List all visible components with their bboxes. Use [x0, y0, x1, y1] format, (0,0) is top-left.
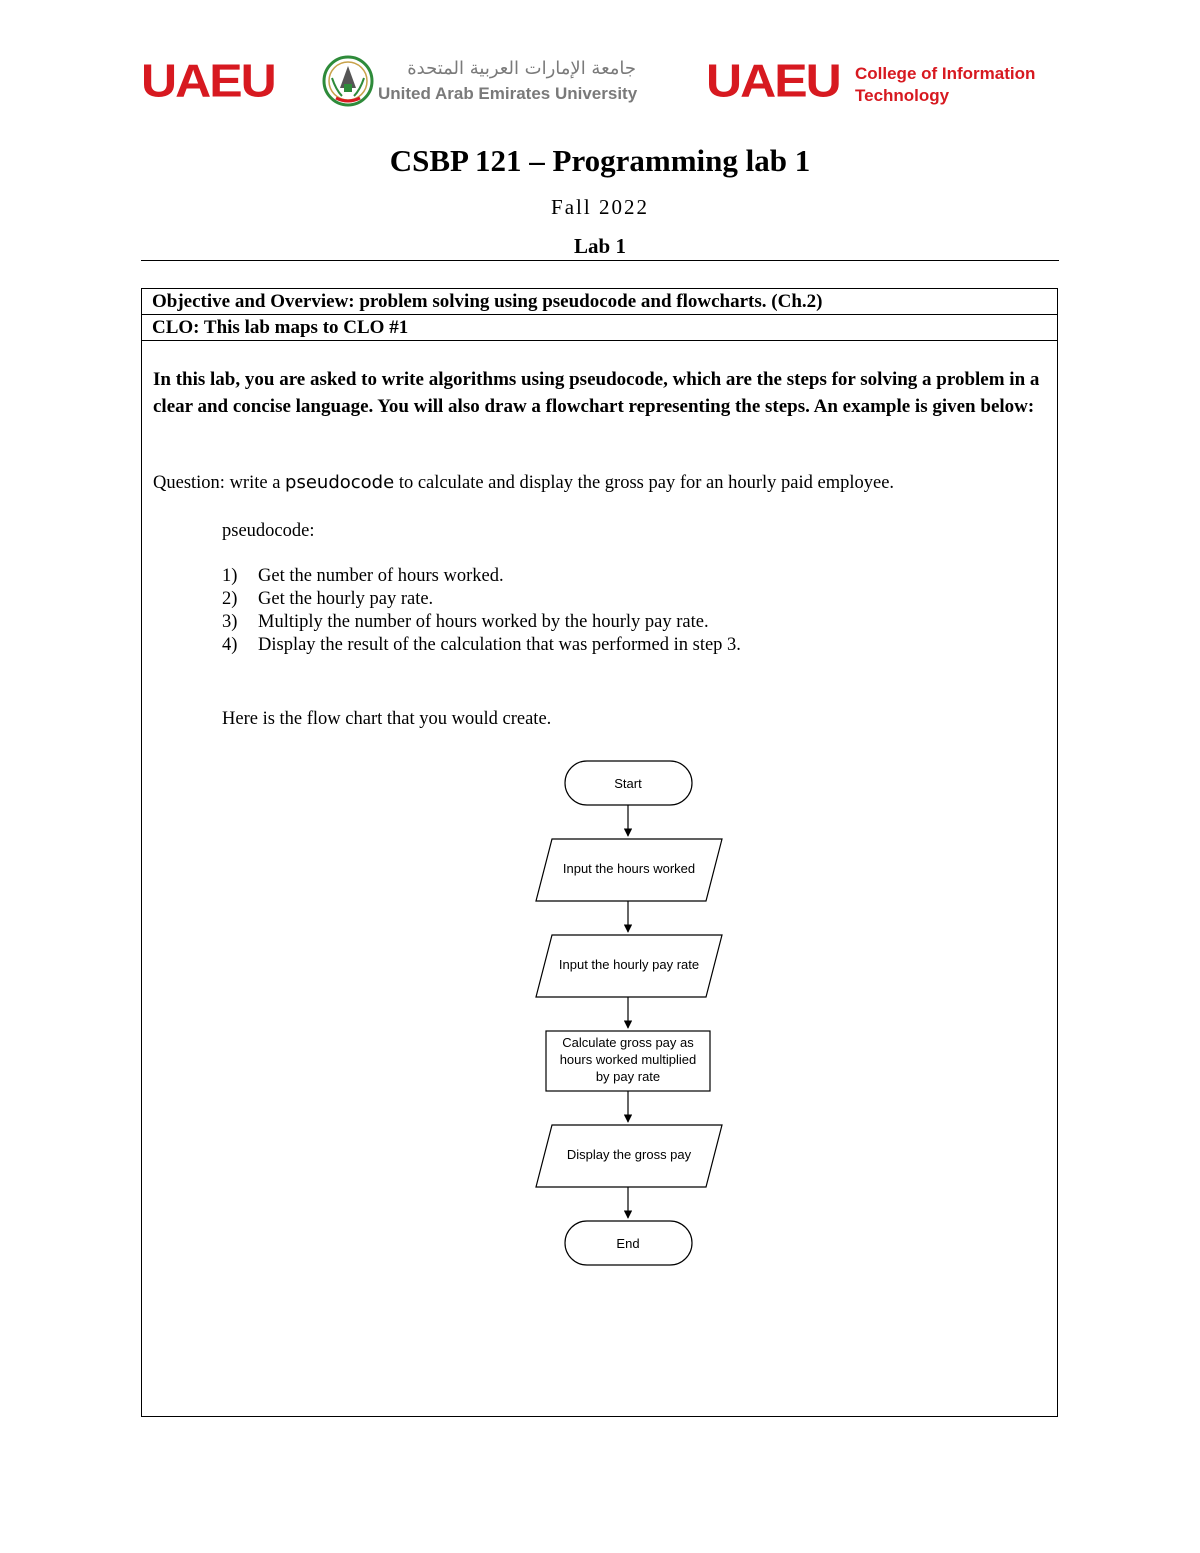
step-item	[222, 634, 741, 657]
step-item	[222, 588, 741, 611]
college-name-line1: College of Information	[855, 64, 1036, 83]
input-rate-label: Input the hourly pay rate	[558, 957, 700, 972]
university-seal-icon	[322, 54, 374, 108]
end-label: End	[616, 1236, 640, 1251]
university-name-english: United Arab Emirates University	[378, 84, 638, 103]
question-suffix: to calculate and display the gross pay for an hourly paid employee.	[394, 473, 895, 493]
start-label: Start	[614, 776, 642, 791]
step-text: Display the result of the calculation that was performed in step 3.	[258, 635, 741, 655]
clo-text: CLO: This lab maps to CLO #1	[152, 317, 409, 338]
term-label: Fall 2022	[551, 195, 649, 219]
objective-row	[142, 289, 1057, 315]
calculate-label-line2: hours worked multiplied	[559, 1052, 697, 1067]
uaeu-logo: UAEU	[141, 55, 275, 107]
flowchart	[520, 752, 740, 1282]
step-number: 1)	[222, 566, 238, 586]
objective-text: Objective and Overview: problem solving using pseudocode and flowcharts. (Ch.2)	[152, 291, 823, 312]
step-item	[222, 565, 741, 588]
question-term: pseudocode	[285, 472, 395, 493]
step-number: 2)	[222, 589, 238, 609]
question-prefix: Question: write a	[153, 473, 286, 493]
college-logo	[706, 55, 1046, 110]
step-number: 3)	[222, 612, 238, 632]
display-label: Display the gross pay	[566, 1147, 692, 1162]
college-name	[855, 63, 1035, 107]
step-number: 4)	[222, 635, 238, 655]
intro-paragraph: In this lab, you are asked to write algorithms using pseudocode, which are the steps for solving a problem in a clear and concise language. You will also draw a flowchart representing the steps. An example is given below:	[153, 369, 1040, 417]
calculate-label-line3: by pay rate	[595, 1069, 661, 1084]
step-item	[222, 611, 741, 634]
question-text	[153, 471, 894, 495]
calculate-label-line1: Calculate gross pay as	[562, 1035, 694, 1050]
university-logo	[322, 54, 652, 110]
college-name-line2: Technology	[855, 86, 950, 105]
document-title: CSBP 121 – Programming lab 1	[389, 143, 811, 178]
lab-label: Lab 1	[574, 234, 626, 258]
step-text: Get the number of hours worked.	[258, 566, 504, 586]
step-text: Get the hourly pay rate.	[258, 589, 434, 609]
pseudocode-steps	[222, 565, 741, 657]
step-text: Multiply the number of hours worked by the hourly pay rate.	[258, 612, 709, 632]
university-name-arabic: جامعة الإمارات العربية المتحدة	[407, 58, 636, 79]
college-uaeu-mark: UAEU	[706, 55, 840, 107]
title-divider	[141, 260, 1059, 261]
clo-row	[142, 315, 1057, 341]
input-hours-label: Input the hours worked	[562, 861, 696, 876]
flowchart-intro: Here is the flow chart that you would create.	[222, 709, 552, 729]
pseudocode-label: pseudocode:	[222, 521, 315, 541]
